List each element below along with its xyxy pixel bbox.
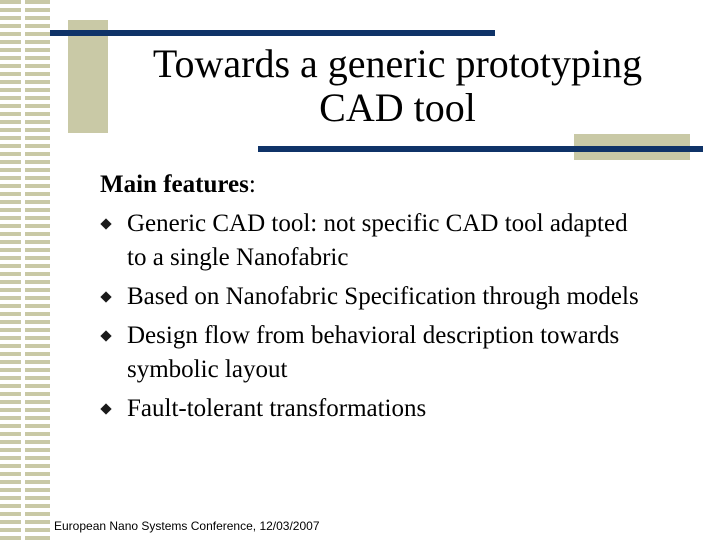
features-heading-label: Main features [100,171,249,198]
feature-list [100,207,710,426]
list-item-line: Based on Nanofabric Specification through models [127,283,639,310]
title-frame-top-rule [50,30,495,36]
title-frame-left-block [68,20,108,133]
list-item-line: Generic CAD tool: not specific CAD tool adapted [127,210,628,237]
slide-title-line-2: CAD tool [319,85,476,130]
slide-body [100,168,710,426]
list-item-line: symbolic layout [127,356,288,383]
features-heading-colon: : [248,171,256,198]
diamond-bullet-icon [100,291,111,302]
list-item [100,392,710,426]
list-item-line: Design flow from behavioral description towards [127,322,620,349]
left-striped-band [0,0,50,540]
diamond-bullet-icon [100,403,111,414]
list-item-line: to a single Nanofabric [127,244,349,271]
diamond-bullet-icon [100,218,111,229]
slide-title-line-1: Towards a generic prototyping [152,41,643,86]
list-item [100,319,710,387]
diamond-bullet-icon [100,330,111,341]
title-frame-bottom-rule [258,146,703,152]
slide-footer: European Nano Systems Conference, 12/03/2007 [54,519,320,533]
features-heading [100,168,710,202]
list-item [100,280,710,314]
list-item-line: Fault-tolerant transformations [127,395,427,422]
slide-title [110,42,685,130]
list-item [100,207,710,275]
